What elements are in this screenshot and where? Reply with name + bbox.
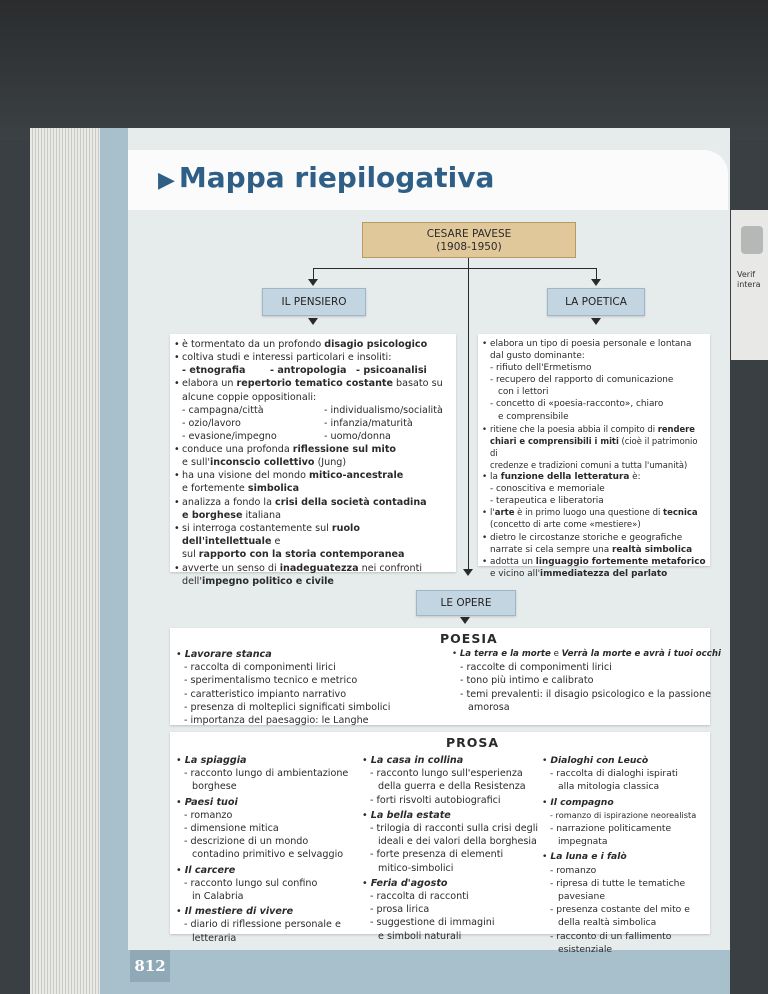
work-title: • Lavorare stanca: [176, 649, 272, 660]
arrow-down-icon: [308, 279, 318, 286]
background-shadow: [0, 0, 768, 140]
work-title: • Feria d'agosto: [362, 877, 448, 889]
list-item: • analizza a fondo la crisi della società contadina e borghese italiana: [174, 496, 452, 522]
root-name: CESARE PAVESE: [426, 228, 512, 240]
work-title: • La casa in collina: [362, 755, 464, 766]
prosa-col-1: • La spiaggia - racconto lungo di ambientazione borghese • Paesi tuoi - romanzo - dimensione mitica - descrizione di un mondo contadino primitivo e selvaggio • Il carcere - racconto lungo sul confino in Calabria • Il mestiere di vivere - diario di riflessione personale e letteraria: [176, 755, 349, 944]
arrow-down-icon: [460, 617, 470, 624]
root-node: [362, 222, 576, 258]
prosa-box: [170, 732, 710, 955]
work-title: • Paesi tuoi: [176, 796, 238, 808]
poetica-box: [478, 334, 710, 579]
list-item: • elabora un repertorio tematico costante basato su alcune coppie oppositionali: - campagna/città - individualismo/socialità - ozio/lavoro - infanzia/maturità - evasione/impegno - uomo/donna: [174, 377, 452, 442]
list-item: • la funzione della letteratura è: - conoscitiva e memoriale - terapeutica e liberatoria: [482, 471, 707, 507]
list-item: • elabora un tipo di poesia personale e lontana dal gusto dominante: - rifiuto dell'Ermetismo - recupero del rapporto di comunicazione con i lettori - concetto di «poesia-racconto», chiaro e comprensibile: [482, 338, 707, 423]
list-item: • coltiva studi e interessi particolari e insoliti: - etnografia - antropologia - psicoanalisi: [174, 351, 452, 377]
branch-la-poetica: LA POETICA: [547, 288, 645, 316]
work-title: • La spiaggia: [176, 755, 247, 766]
list-item: • ritiene che la poesia abbia il compito di rendere chiari e comprensibili i miti (cioè il patrimonio di credenze e tradizioni comuni a tutta l'umanità): [482, 423, 707, 471]
poesia-box: [170, 628, 721, 727]
arrow-down-icon: [463, 569, 473, 576]
page-number: 812: [130, 950, 170, 982]
arrow-down-icon: [591, 279, 601, 286]
list-item: • adotta un linguaggio fortemente metaforico e vicino all'immediatezza del parlato: [482, 556, 707, 580]
work-title: • Il compagno: [542, 796, 614, 808]
list-item: • è tormentato da un profondo disagio psicologico: [174, 338, 452, 351]
work-title: • La luna e i falò: [542, 851, 627, 863]
list-item: • dietro le circostanze storiche e geografiche narrate si cela sempre una realtà simbolica: [482, 532, 707, 556]
page-edges: [30, 128, 102, 994]
branch-il-pensiero: IL PENSIERO: [262, 288, 366, 316]
list-item: • l'arte è in primo luogo una questione di tecnica (concetto di arte come «mestiere»): [482, 507, 707, 531]
page-title: ▶ Mappa riepilogativa: [158, 161, 495, 194]
prosa-title: PROSA: [446, 735, 500, 750]
arrow-down-icon: [591, 318, 601, 325]
arrow-down-icon: [308, 318, 318, 325]
list-item: • avverte un senso di inadeguatezza nei confronti dell'impegno politico e civile: [174, 562, 452, 588]
branch-le-opere: LE OPERE: [416, 590, 516, 616]
prosa-col-2: • La casa in collina - racconto lungo sull'esperienza della guerra e della Resistenza - forti risvolti autobiografici • La bella estate - trilogia di racconti sulla crisi degli ideali e dei valori della borghesia - forte presenza di elementi mitico-simbolici • Feria d'agosto - raccolta di racconti - prosa lirica - suggestione di immagini e simboli naturali: [362, 755, 539, 942]
work-title: • La terra e la morte e Verrà la morte e avrà i tuoi occhi: [452, 649, 721, 659]
poesia-title: POESIA: [440, 631, 498, 646]
poesia-right: • La terra e la morte e Verrà la morte e avrà i tuoi occhi - raccolte di componimenti lirici - tono più intimo e calibrato - temi prevalenti: il disagio psicologico e la passione amorosa: [452, 649, 721, 713]
work-title: • Il carcere: [176, 864, 236, 876]
root-dates: (1908-1950): [436, 241, 502, 253]
pensiero-box: [170, 334, 456, 587]
list-item: • ha una visione del mondo mitico-ancestrale e fortemente simbolica: [174, 469, 452, 495]
work-title: • La bella estate: [362, 809, 451, 821]
work-title: • Il mestiere di vivere: [176, 906, 294, 918]
triangle-bullet-icon: ▶: [158, 168, 175, 193]
list-item: • si interroga costantemente sul ruolo dell'intellettuale e sul rapporto con la storia contemporanea: [174, 522, 452, 562]
poesia-left: • Lavorare stanca - raccolta di componimenti lirici - sperimentalismo tecnico e metrico - caratteristico impianto narrativo - presenza di molteplici significati simbolici - importanza del paesaggio: le Langhe: [176, 649, 391, 727]
work-title: • Dialoghi con Leucò: [542, 755, 649, 766]
connector: [313, 268, 596, 269]
side-tab-text: Verif intera: [737, 270, 761, 289]
connector: [468, 258, 469, 570]
prosa-col-3: • Dialoghi con Leucò - raccolta di dialoghi ispirati alla mitologia classica • Il compagno - romanzo di ispirazione neorealista - narrazione politicamente impegnata • La luna e i falò - romanzo - ripresa di tutte le tematiche pavesiane - presenza costante del mito e della realtà simbolica - racconto di un fallimento esistenziale: [542, 755, 697, 955]
online-icon: [741, 226, 763, 254]
list-item: • conduce una profonda riflessione sul mito e sull'inconscio collettivo (Jung): [174, 443, 452, 469]
